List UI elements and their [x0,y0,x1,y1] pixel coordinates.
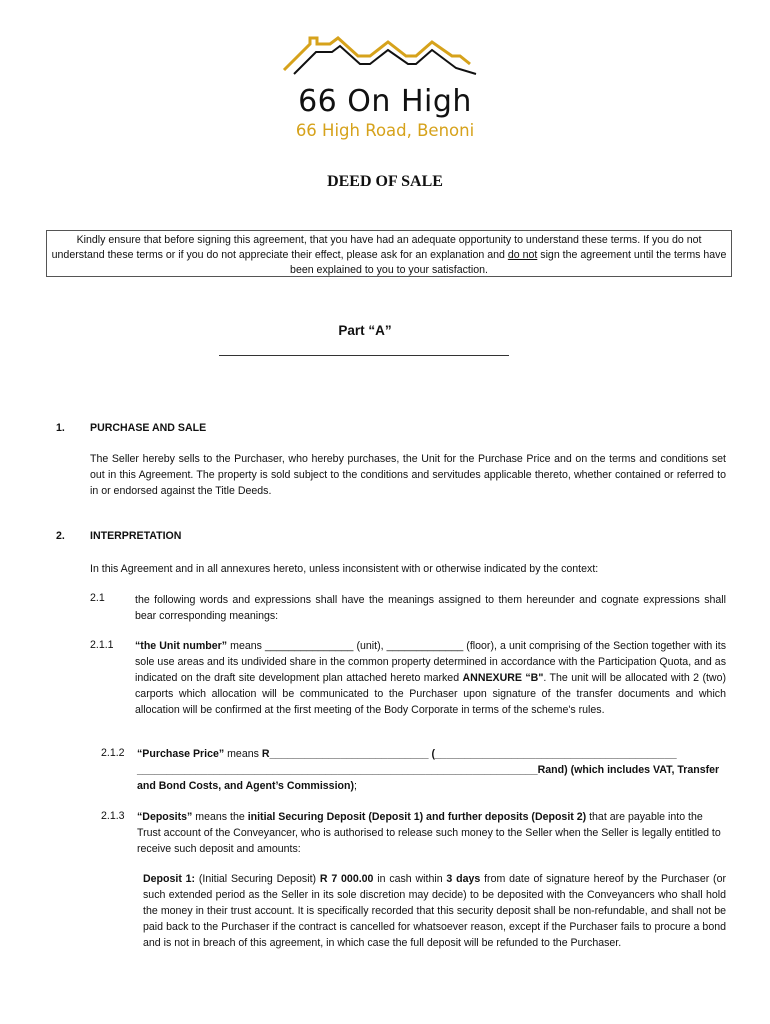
notice-box [46,230,732,277]
term-unit-number: “the Unit number” [135,640,228,652]
clause-2-1-1-text [135,638,726,718]
part-heading: Part “A” [338,323,392,338]
clause-2-1-1-number: 2.1.1 [90,639,114,651]
purchase-price-blank: R___________________________ (_________________________________________ ____________________________________________________________________Rand) (which includes VAT, Transfer and Bond Costs, and Agent’s Commission) [137,748,720,792]
deposit-1-amount: R 7 000.00 [319,873,374,885]
clause-2-1-text: the following words and expressions shall have the meanings assigned to them hereunder and cognate expressions shall bear corresponding meanings: [135,594,726,622]
deposit-1-label: Deposit 1: [143,873,196,885]
deposit-terms: initial Securing Deposit (Deposit 1) and further deposits (Deposit 2) [247,811,587,823]
deposit-1-part-c: from date of signature hereof by the Purchaser (or such extended period as the Seller in its sole discretion may decide) to be deposited with the Conveyancers who shall hold the money in their trust account. It is specifically recorded that this security deposit shall be non-refundable, and shall not be paid back to the Purchaser if the contract is cancelled for whatsoever reason, except if the Purchaser fails to procure a bond and is not in breach of this agreement, in which case the full deposit will be refunded to the Purchaser. [143,873,727,949]
clause-2-1-3-text [137,809,727,857]
clause-2-1-1-part-a: means _______________ (unit), _____________ (floor), a unit comprising of the Section together with its sole use areas and its undivided share in the common property determined in accordance with the Participation Quota, and as indicated on the draft site development plan attached hereto marked [135,640,726,684]
notice-text: Kindly ensure that before signing this agreement, that you have had an adequate opportunity to understand these terms. If you do not understand these terms or if you do not appreciate their effect, please ask for an explanation and [51,234,702,261]
deposit-1-paragraph [143,871,726,951]
logo-title: 66 On High [298,84,472,119]
clause-2-1-3-part-a: means the [192,811,248,823]
annexure-b-ref: ANNEXURE “B" [462,672,544,684]
clause-2-1-2-part-a: means [224,748,262,760]
logo-subtitle: 66 High Road, Benoni [295,121,475,140]
section-2-intro: In this Agreement and in all annexures hereto, unless inconsistent with or otherwise indicated by the context: [90,563,599,575]
deposit-1-days: 3 days [446,873,481,885]
clause-2-1-2-end: ; [354,780,357,792]
section-1-body: The Seller hereby sells to the Purchaser, who hereby purchases, the Unit for the Purchase Price and on the terms and conditions set out in this Agreement. The property is sold subject to the conditions and servitudes applicable thereto, whether contained or referred to in or endorsed against the Title Deeds. [90,453,726,497]
clause-2-1-1-part-b: . The unit will be allocated with 2 (two) carports which allocation will be communicated to the Purchaser upon signature of the transfer documents and which allocation will be confirmed at the first meeting of the Body Corporate in terms of the scheme's rules. [135,672,726,716]
section-2-heading: INTERPRETATION [90,530,182,542]
notice-text-end: sign the agreement until the terms have been explained to you to your satisfaction. [290,249,727,276]
part-underline [219,355,509,356]
notice-underlined: do not [507,249,538,261]
clause-2-1-2-number: 2.1.2 [101,747,125,759]
logo [0,34,770,140]
term-deposits: “Deposits” [137,811,193,823]
document-title: DEED OF SALE [327,173,443,190]
section-2-number: 2. [56,530,65,542]
clause-2-1-3-part-b: that are payable into the Trust account of the Conveyancer, who is authorised to release such money to the Seller when the Seller is legally entitled to receive such deposit and amounts: [137,811,721,855]
term-purchase-price: “Purchase Price” [137,748,225,760]
clause-2-1-2-text [137,746,727,794]
section-1-heading: PURCHASE AND SALE [90,422,207,434]
section-1-number: 1. [56,422,65,434]
roofline-logo-icon [280,34,490,80]
deposit-1-part-b: in cash within [373,873,447,885]
clause-2-1-3-number: 2.1.3 [101,810,125,822]
clause-2-1-number: 2.1 [90,592,105,604]
deposit-1-part-a: (Initial Securing Deposit) [195,873,320,885]
